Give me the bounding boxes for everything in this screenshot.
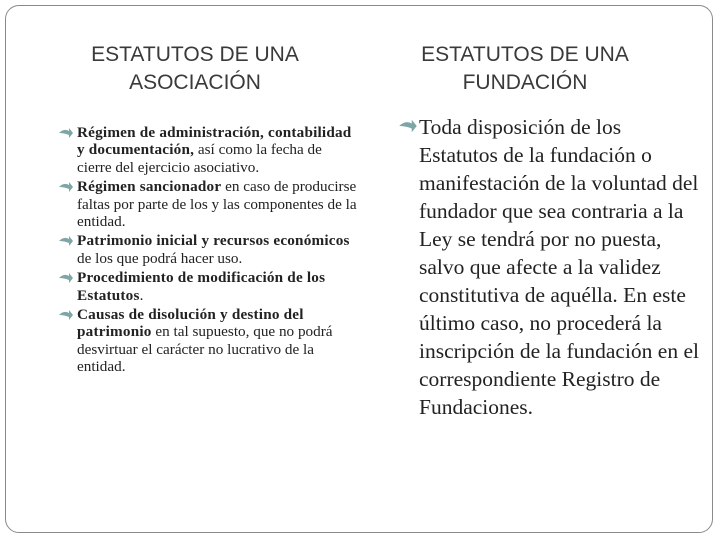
foundation-title-line1: ESTATUTOS DE UNA	[421, 43, 629, 66]
list-item	[58, 124, 358, 176]
item-bold-text: Régimen de administración, contabilidad y documentación,	[77, 124, 352, 159]
arrow-bullet-icon	[58, 181, 74, 193]
item-text: .	[139, 286, 144, 304]
arrow-bullet-icon	[58, 272, 74, 284]
item-bold-text: Patrimonio inicial y recursos económicos	[77, 232, 350, 250]
list-item	[398, 113, 703, 421]
arrow-bullet-icon	[58, 235, 74, 247]
item-text: en tal supuesto, que no podrá desvirtuar el carácter no lucrativo de la entidad.	[77, 323, 333, 376]
foundation-paragraph: Toda disposición de los Estatutos de la fundación o manifestación de la voluntad del fundador que sea contraria a la Ley se tendrá por no puesta, salvo que afecte a la validez constitutiva de aquélla. En este último caso, no procederá la inscripción de la fundación en el correspondiente Registro de Fundaciones.	[419, 115, 699, 419]
association-title-line1: ESTATUTOS DE UNA	[91, 43, 299, 66]
list-item	[58, 232, 358, 267]
foundation-title-line2: FUNDACIÓN	[462, 71, 588, 94]
arrow-bullet-icon	[58, 127, 74, 139]
association-title	[40, 41, 350, 97]
item-text: de los que podrá hacer uso.	[77, 249, 243, 267]
list-item	[58, 178, 358, 230]
foundation-title	[370, 41, 680, 97]
item-bold-text: Régimen sancionador	[77, 178, 222, 196]
association-requirements-list	[58, 124, 358, 378]
item-bold-text: Causas de disolución y destino del patrimonio	[77, 306, 304, 341]
arrow-bullet-icon	[398, 118, 418, 134]
arrow-bullet-icon	[58, 309, 74, 321]
item-text: en caso de producirse faltas por parte de los y las componentes de la entidad.	[77, 178, 357, 231]
item-bold-text: Procedimiento de modificación de los Estatutos	[77, 269, 326, 304]
list-item	[58, 306, 358, 376]
list-item	[58, 269, 358, 304]
foundation-statement-list	[398, 113, 703, 421]
item-text: así como la fecha de cierre del ejercicio asociativo.	[77, 141, 322, 176]
association-title-line2: ASOCIACIÓN	[129, 71, 261, 94]
